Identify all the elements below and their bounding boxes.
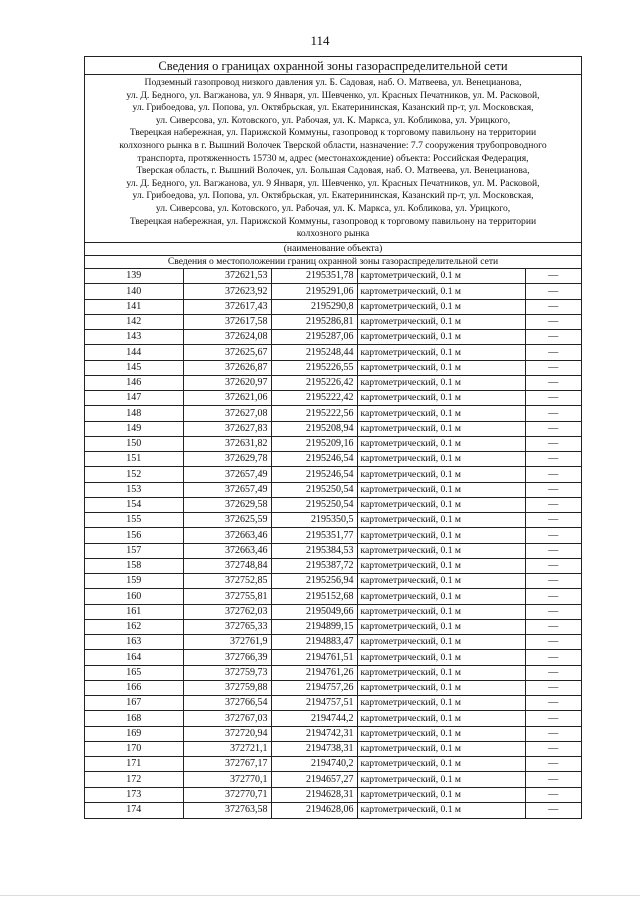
description-cell: — [525, 741, 581, 756]
coordinate-x: 372657,49 [183, 467, 271, 482]
point-number: 154 [85, 497, 183, 512]
point-number: 165 [85, 665, 183, 680]
coordinate-x: 372761,9 [183, 635, 271, 650]
point-number: 168 [85, 711, 183, 726]
determination-method: картометрический, 0.1 м [357, 436, 525, 451]
description-cell: — [525, 574, 581, 589]
determination-method: картометрический, 0.1 м [357, 330, 525, 345]
determination-method: картометрический, 0.1 м [357, 787, 525, 802]
description-cell: — [525, 513, 581, 528]
coordinates-table [85, 269, 581, 818]
description-cell: — [525, 482, 581, 497]
determination-method: картометрический, 0.1 м [357, 513, 525, 528]
description-cell: — [525, 269, 581, 284]
table-row [85, 543, 581, 558]
table-row [85, 757, 581, 772]
coordinate-y: 2194628,31 [271, 787, 357, 802]
object-caption: (наименование объекта) [85, 242, 581, 255]
object-description-line: ул. Сиверсова, ул. Котовского, ул. Рабочая, ул. К. Маркса, ул. Кобликова, ул. Урицкого, [155, 202, 511, 214]
point-number: 173 [85, 787, 183, 802]
coordinate-x: 372627,08 [183, 406, 271, 421]
point-number: 139 [85, 269, 183, 284]
description-cell: — [525, 452, 581, 467]
coordinate-x: 372766,39 [183, 650, 271, 665]
determination-method: картометрический, 0.1 м [357, 314, 525, 329]
determination-method: картометрический, 0.1 м [357, 619, 525, 634]
coordinate-y: 2195246,54 [271, 452, 357, 467]
table-row [85, 635, 581, 650]
coordinate-x: 372629,58 [183, 497, 271, 512]
coordinate-y: 2194761,51 [271, 650, 357, 665]
description-cell: — [525, 406, 581, 421]
determination-method: картометрический, 0.1 м [357, 375, 525, 390]
coordinate-y: 2195290,8 [271, 299, 357, 314]
table-row [85, 421, 581, 436]
point-number: 164 [85, 650, 183, 665]
coordinate-x: 372770,71 [183, 787, 271, 802]
point-number: 146 [85, 375, 183, 390]
coordinate-y: 2195387,72 [271, 558, 357, 573]
point-number: 174 [85, 802, 183, 817]
point-number: 166 [85, 680, 183, 695]
coordinate-y: 2195049,66 [271, 604, 357, 619]
table-row [85, 330, 581, 345]
coordinate-y: 2195287,06 [271, 330, 357, 345]
object-description-line: ул. Сиверсова, ул. Котовского, ул. Рабочая, ул. К. Маркса, ул. Кобликова, ул. Урицкого, [155, 114, 511, 126]
description-cell: — [525, 711, 581, 726]
table-row [85, 436, 581, 451]
description-cell: — [525, 696, 581, 711]
description-cell: — [525, 391, 581, 406]
point-number: 153 [85, 482, 183, 497]
description-cell: — [525, 772, 581, 787]
determination-method: картометрический, 0.1 м [357, 406, 525, 421]
point-number: 172 [85, 772, 183, 787]
point-number: 144 [85, 345, 183, 360]
point-number: 140 [85, 284, 183, 299]
coordinate-x: 372766,54 [183, 696, 271, 711]
location-header: Сведения о местоположении границ охранной зоны газораспределительной сети [85, 255, 581, 269]
determination-method: картометрический, 0.1 м [357, 635, 525, 650]
coordinate-y: 2195226,42 [271, 375, 357, 390]
determination-method: картометрический, 0.1 м [357, 772, 525, 787]
determination-method: картометрический, 0.1 м [357, 726, 525, 741]
table-row [85, 619, 581, 634]
determination-method: картометрический, 0.1 м [357, 269, 525, 284]
object-description-line: ул. Д. Бедного, ул. Вагжанова, ул. 9 Января, ул. Шевченко, ул. Красных Печатников, ул. М. Расковой, [126, 177, 540, 189]
coordinate-y: 2195351,77 [271, 528, 357, 543]
coordinate-x: 372763,58 [183, 802, 271, 817]
point-number: 148 [85, 406, 183, 421]
table-row [85, 574, 581, 589]
object-description-line: колхозного рынка в г. Вышний Волочек Тверской области, назначение: 7.7 сооружения трубопроводного [119, 139, 547, 151]
coordinate-y: 2195209,16 [271, 436, 357, 451]
determination-method: картометрический, 0.1 м [357, 696, 525, 711]
table-row [85, 299, 581, 314]
description-cell: — [525, 558, 581, 573]
coordinate-x: 372759,88 [183, 680, 271, 695]
table-row [85, 589, 581, 604]
point-number: 142 [85, 314, 183, 329]
point-number: 169 [85, 726, 183, 741]
coordinate-y: 2195246,54 [271, 467, 357, 482]
description-cell: — [525, 650, 581, 665]
coordinate-x: 372624,08 [183, 330, 271, 345]
determination-method: картометрический, 0.1 м [357, 589, 525, 604]
table-row [85, 406, 581, 421]
coordinate-y: 2195286,81 [271, 314, 357, 329]
table-row [85, 497, 581, 512]
coordinate-x: 372620,97 [183, 375, 271, 390]
object-description-line: ул. Д. Бедного, ул. Вагжанова, ул. 9 Января, ул. Шевченко, ул. Красных Печатников, ул. М. Расковой, [126, 89, 540, 101]
description-cell: — [525, 421, 581, 436]
determination-method: картометрический, 0.1 м [357, 299, 525, 314]
description-cell: — [525, 467, 581, 482]
coordinate-x: 372623,92 [183, 284, 271, 299]
coordinate-x: 372625,67 [183, 345, 271, 360]
point-number: 171 [85, 757, 183, 772]
point-number: 152 [85, 467, 183, 482]
determination-method: картометрический, 0.1 м [357, 391, 525, 406]
coordinate-y: 2195384,53 [271, 543, 357, 558]
coordinate-y: 2194883,47 [271, 635, 357, 650]
determination-method: картометрический, 0.1 м [357, 650, 525, 665]
description-cell: — [525, 345, 581, 360]
coordinate-x: 372721,1 [183, 741, 271, 756]
coordinate-y: 2194899,15 [271, 619, 357, 634]
table-row [85, 269, 581, 284]
document-title: Сведения о границах охранной зоны газораспределительной сети [85, 57, 581, 75]
coordinate-x: 372631,82 [183, 436, 271, 451]
coordinate-y: 2194740,2 [271, 757, 357, 772]
table-row [85, 726, 581, 741]
point-number: 170 [85, 741, 183, 756]
coordinate-x: 372752,85 [183, 574, 271, 589]
point-number: 151 [85, 452, 183, 467]
table-row [85, 345, 581, 360]
coordinate-x: 372663,46 [183, 528, 271, 543]
point-number: 147 [85, 391, 183, 406]
coordinate-y: 2194744,2 [271, 711, 357, 726]
table-row [85, 452, 581, 467]
coordinate-y: 2194757,51 [271, 696, 357, 711]
point-number: 145 [85, 360, 183, 375]
description-cell: — [525, 375, 581, 390]
determination-method: картометрический, 0.1 м [357, 802, 525, 817]
coordinate-x: 372762,03 [183, 604, 271, 619]
point-number: 150 [85, 436, 183, 451]
page-bottom-rule [0, 895, 640, 896]
determination-method: картометрический, 0.1 м [357, 558, 525, 573]
page-number: 114 [310, 33, 330, 48]
determination-method: картометрический, 0.1 м [357, 574, 525, 589]
description-cell: — [525, 604, 581, 619]
boundary-document [84, 56, 582, 819]
coordinate-y: 2194761,26 [271, 665, 357, 680]
determination-method: картометрический, 0.1 м [357, 452, 525, 467]
object-description-line: ул. Грибоедова, ул. Попова, ул. Октябрьская, ул. Екатерининская, Казанский пр-т, ул. Московская, [132, 102, 534, 114]
point-number: 157 [85, 543, 183, 558]
determination-method: картометрический, 0.1 м [357, 528, 525, 543]
description-cell: — [525, 619, 581, 634]
coordinate-x: 372657,49 [183, 482, 271, 497]
coordinate-y: 2195248,44 [271, 345, 357, 360]
table-row [85, 741, 581, 756]
point-number: 160 [85, 589, 183, 604]
point-number: 159 [85, 574, 183, 589]
object-description-line: транспорта, протяженность 15730 м, адрес (местонахождение) объекта: Российская Федерация, [137, 152, 529, 164]
object-description-line: колхозного рынка [296, 228, 370, 240]
coordinate-y: 2195350,5 [271, 513, 357, 528]
object-description-line: Тверецкая набережная, ул. Парижской Коммуны, газопровод к торговому павильону на территории [129, 215, 537, 227]
table-row [85, 558, 581, 573]
object-description-line: Тверецкая набережная, ул. Парижской Коммуны, газопровод к торговому павильону на территории [129, 127, 537, 139]
coordinate-y: 2195256,94 [271, 574, 357, 589]
coordinate-y: 2195250,54 [271, 482, 357, 497]
determination-method: картометрический, 0.1 м [357, 711, 525, 726]
coordinate-x: 372621,53 [183, 269, 271, 284]
point-number: 163 [85, 635, 183, 650]
description-cell: — [525, 360, 581, 375]
table-row [85, 513, 581, 528]
coordinate-x: 372748,84 [183, 558, 271, 573]
point-number: 143 [85, 330, 183, 345]
description-cell: — [525, 757, 581, 772]
table-row [85, 604, 581, 619]
coordinate-x: 372770,1 [183, 772, 271, 787]
determination-method: картометрический, 0.1 м [357, 497, 525, 512]
table-row [85, 284, 581, 299]
coordinate-y: 2195222,56 [271, 406, 357, 421]
point-number: 158 [85, 558, 183, 573]
determination-method: картометрический, 0.1 м [357, 467, 525, 482]
table-row [85, 711, 581, 726]
table-row [85, 482, 581, 497]
point-number: 141 [85, 299, 183, 314]
coordinate-x: 372663,46 [183, 543, 271, 558]
description-cell: — [548, 804, 559, 816]
determination-method: картометрический, 0.1 м [357, 757, 525, 772]
coordinate-x: 372621,06 [183, 391, 271, 406]
coordinates-table-body [85, 269, 581, 818]
coordinate-y: 2194657,27 [271, 772, 357, 787]
point-number: 149 [85, 421, 183, 436]
table-row [85, 375, 581, 390]
description-cell: — [525, 787, 581, 802]
coordinate-x: 372629,78 [183, 452, 271, 467]
description-cell: — [525, 726, 581, 741]
table-row [85, 665, 581, 680]
table-row [85, 314, 581, 329]
description-cell: — [525, 330, 581, 345]
description-cell: — [525, 314, 581, 329]
description-cell: — [525, 528, 581, 543]
determination-method: картометрический, 0.1 м [357, 680, 525, 695]
coordinate-y: 2195291,06 [271, 284, 357, 299]
description-cell: — [525, 284, 581, 299]
table-row [85, 467, 581, 482]
coordinate-y: 2194742,31 [271, 726, 357, 741]
point-number: 155 [85, 513, 183, 528]
table-row [85, 650, 581, 665]
coordinate-y: 2195250,54 [271, 497, 357, 512]
coordinate-y: 2194738,31 [271, 741, 357, 756]
determination-method: картометрический, 0.1 м [357, 482, 525, 497]
determination-method: картометрический, 0.1 м [357, 284, 525, 299]
coordinate-x: 372617,58 [183, 314, 271, 329]
description-cell: — [525, 680, 581, 695]
coordinate-x: 372625,59 [183, 513, 271, 528]
table-row [85, 696, 581, 711]
table-row [85, 680, 581, 695]
coordinate-x: 372626,87 [183, 360, 271, 375]
point-number: 161 [85, 604, 183, 619]
coordinate-y: 2195226,55 [271, 360, 357, 375]
determination-method: картометрический, 0.1 м [357, 665, 525, 680]
object-description-line: Тверская область, г. Вышний Волочек, ул. Большая Садовая, наб. О. Матвеева, ул. Венецианова, [136, 165, 530, 177]
determination-method: картометрический, 0.1 м [357, 604, 525, 619]
coordinate-y: 2195208,94 [271, 421, 357, 436]
determination-method: картометрический, 0.1 м [357, 421, 525, 436]
coordinate-y: 2195351,78 [271, 269, 357, 284]
determination-method: картометрический, 0.1 м [357, 741, 525, 756]
point-number: 162 [85, 619, 183, 634]
coordinate-y: 2194757,26 [271, 680, 357, 695]
coordinate-x: 372720,94 [183, 726, 271, 741]
point-number: 167 [85, 696, 183, 711]
coordinate-x: 372767,17 [183, 757, 271, 772]
coordinate-x: 372617,43 [183, 299, 271, 314]
table-row [85, 391, 581, 406]
point-number: 156 [85, 528, 183, 543]
coordinate-y: 2195222,42 [271, 391, 357, 406]
object-description [85, 75, 581, 242]
table-row [85, 772, 581, 787]
coordinate-y: 2195152,68 [271, 589, 357, 604]
object-description-line: Подземный газопровод низкого давления ул. Б. Садовая, наб. О. Матвеева, ул. Венецианова, [144, 77, 522, 88]
description-cell: — [525, 299, 581, 314]
table-row [85, 802, 581, 817]
coordinate-x: 372765,33 [183, 619, 271, 634]
description-cell: — [525, 635, 581, 650]
determination-method: картометрический, 0.1 м [357, 543, 525, 558]
description-cell: — [525, 497, 581, 512]
table-row [85, 360, 581, 375]
determination-method: картометрический, 0.1 м [357, 345, 525, 360]
coordinate-x: 372755,81 [183, 589, 271, 604]
table-row [85, 787, 581, 802]
description-cell: — [525, 436, 581, 451]
coordinate-x: 372767,03 [183, 711, 271, 726]
description-cell: — [525, 543, 581, 558]
coordinate-x: 372627,83 [183, 421, 271, 436]
coordinate-y: 2194628,06 [271, 802, 357, 817]
description-cell: — [525, 665, 581, 680]
table-row [85, 528, 581, 543]
coordinate-x: 372759,73 [183, 665, 271, 680]
object-description-line: ул. Грибоедова, ул. Попова, ул. Октябрьская, ул. Екатерининская, Казанский пр-т, ул. Московская, [132, 190, 534, 202]
determination-method: картометрический, 0.1 м [357, 360, 525, 375]
description-cell: — [525, 589, 581, 604]
